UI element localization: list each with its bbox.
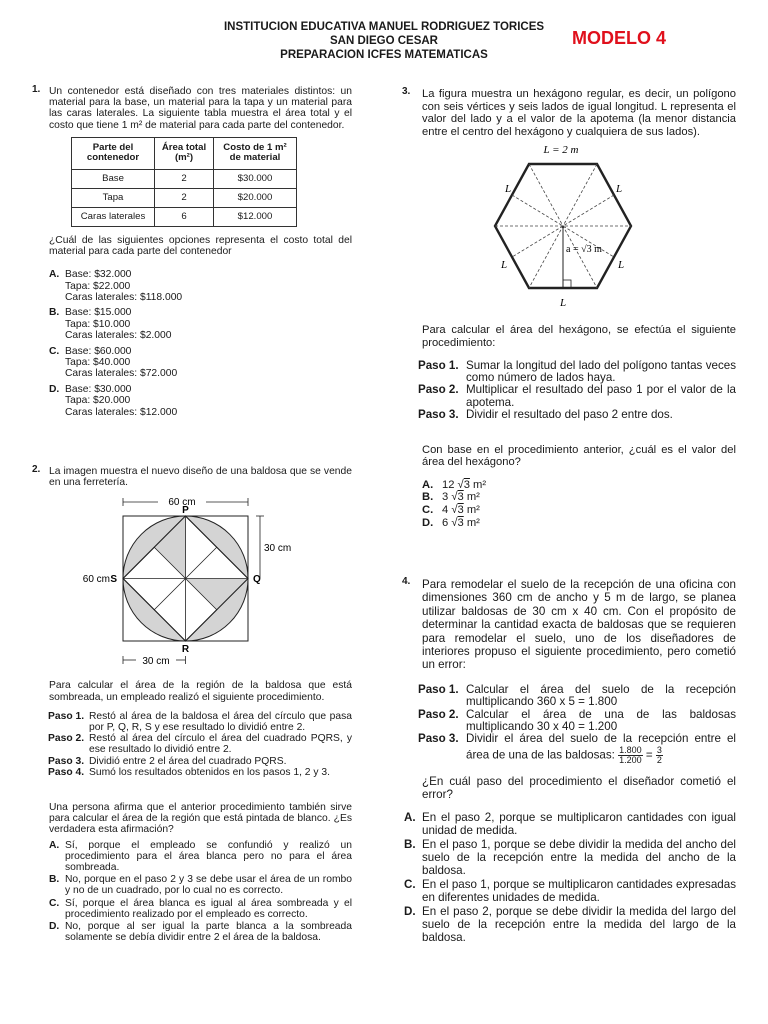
table-header-row <box>72 137 297 169</box>
option-line: Caras laterales: $12.000 <box>65 406 178 418</box>
dimension-top: 60 cm <box>168 497 196 509</box>
fraction <box>618 746 643 765</box>
option-text: En el paso 1, porque se debe dividir la medida del ancho del suelo de la recepción entre la medida del ancho de la baldosa. <box>422 837 736 877</box>
step-label: Paso 2. <box>48 733 85 745</box>
option-a[interactable] <box>422 479 736 492</box>
option-coef: 12 <box>442 478 455 491</box>
question-2 <box>34 466 352 944</box>
option-b[interactable] <box>404 838 736 877</box>
step-2 <box>48 733 352 755</box>
procedure-intro: Para calcular el área del hexágono, se efectúa el siguiente procedimiento: <box>422 324 736 349</box>
options-list <box>404 811 736 944</box>
option-line: Tapa: $20.000 <box>65 395 131 407</box>
option-coef: 6 <box>442 516 449 529</box>
option-line: Tapa: $22.000 <box>65 280 131 292</box>
step-label: Paso 1. <box>418 358 459 372</box>
option-a[interactable] <box>49 840 352 874</box>
side-label: L <box>618 259 625 272</box>
option-text: No, porque en el paso 2 y 3 se debe usar el área de un rombo y no de un cuadrado, por lo cual no es correcto. <box>65 874 352 897</box>
option-value: 6 √3 m² <box>442 516 480 529</box>
option-text: No, porque al ser igual la parte blanca a la sombreada solamente se debía dividir entre 2 el área de la baldosa. <box>65 921 352 944</box>
question-intro: La figura muestra un hexágono regular, es decir, un polígono con seis vértices y seis lados de igual longitud. L representa el valor del lado y a el valor de la apotema (la menor distancia entre el centro del hexágono y cualquiera de sus lados). <box>422 88 736 138</box>
option-label: A. <box>404 810 416 824</box>
table-row <box>72 188 297 207</box>
step-3 <box>48 756 352 767</box>
option-label: C. <box>49 897 60 909</box>
step-1 <box>418 684 736 709</box>
option-c[interactable] <box>422 504 736 517</box>
side-label: L <box>501 259 508 272</box>
city: SAN DIEGO CESAR <box>330 35 438 47</box>
step-2 <box>418 709 736 734</box>
question-prompt: ¿En cuál paso del procedimiento el diseñador cometió el error? <box>422 774 736 801</box>
tile-figure <box>34 494 334 676</box>
step-label: Paso 3. <box>48 755 85 767</box>
table-header: Parte del contenedor <box>72 137 155 169</box>
vertex-p: P <box>182 505 189 517</box>
option-label: D. <box>422 516 434 529</box>
step-3: Paso 3. Dividir el área del suelo de la recepción entre el área de una de las baldosas: $\frac{1.800}{1.200}$ = $\frac{3}{2}$ <box>418 732 736 765</box>
question-intro: Un contenedor está diseñado con tres materiales distintos: un material para la base, un material para la tapa y un material para las caras laterales. La siguiente tabla muestra el área total y el costo que tiene 1 m² de material para cada parte del contenedor. <box>49 86 352 131</box>
procedure-steps <box>48 711 352 778</box>
option-value: 4 √3 m² <box>442 503 480 516</box>
option-value: 12 √3 m² <box>442 478 487 491</box>
table-cell: Caras laterales <box>72 207 155 226</box>
option-line: Base: $32.000 <box>65 269 132 281</box>
fraction-numerator: 1.800 <box>619 744 642 755</box>
option-c[interactable] <box>404 878 736 904</box>
option-label: C. <box>49 345 60 357</box>
question-3 <box>404 88 736 529</box>
hexagon-figure <box>404 142 736 318</box>
option-line: Caras laterales: $118.000 <box>65 292 183 304</box>
step-text: Multiplicar el resultado del paso 1 por el valor de la apotema. <box>466 383 736 409</box>
step-label: Paso 3. <box>418 732 459 746</box>
table-row <box>72 169 297 188</box>
option-unit: m² <box>466 503 480 516</box>
question-prompt: Con base en el procedimiento anterior, ¿cuál es el valor del área del hexágono? <box>422 443 736 469</box>
fraction-denominator: 2 <box>656 754 662 765</box>
question-number: 1. <box>32 84 41 95</box>
step-text: Dividió entre 2 el área del cuadrado PQRS. <box>89 755 287 767</box>
fraction-numerator: 3 <box>656 744 662 755</box>
cost-table <box>71 137 297 227</box>
step-label: Paso 1. <box>418 682 459 696</box>
fraction-simplified <box>656 746 663 765</box>
procedure-steps <box>418 360 736 422</box>
school-name: INSTITUCION EDUCATIVA MANUEL RODRIGUEZ TORICES <box>223 21 545 33</box>
question-intro: La imagen muestra el nuevo diseño de una baldosa que se vende en una ferretería. <box>49 466 352 489</box>
option-text: En el paso 1, porque se multiplicaron cantidades expresadas en diferentes unidades de medida. <box>422 877 736 904</box>
fraction-denominator: 1.200 <box>619 754 642 765</box>
dimension-left: 60 cm <box>82 574 110 586</box>
step-1 <box>418 360 736 385</box>
step-label: Paso 2. <box>418 383 459 397</box>
table-cell: $20.000 <box>214 188 297 207</box>
option-label: D. <box>49 383 60 395</box>
model-label: MODELO 4 <box>572 28 667 48</box>
option-line: Tapa: $10.000 <box>65 318 131 330</box>
option-label: D. <box>49 921 60 933</box>
option-value: 3 √3 m² <box>442 491 480 504</box>
option-c[interactable] <box>49 898 352 920</box>
step-label: Paso 1. <box>48 710 85 722</box>
options-list <box>49 269 352 418</box>
option-label: A. <box>422 478 434 491</box>
question-number: 4. <box>402 576 411 587</box>
step-text: Dividir el área del suelo de la recepción entre el área de una de las baldosas: <box>466 732 736 762</box>
option-line: Base: $30.000 <box>65 383 132 395</box>
option-c[interactable] <box>49 346 352 380</box>
step-text: Calcular el área de una de las baldosas multiplicando 30 x 40 = 1.200 <box>466 707 736 734</box>
table-cell: $12.000 <box>214 207 297 226</box>
table-cell: $30.000 <box>214 169 297 188</box>
apothem-label: a = √3 m <box>566 244 602 256</box>
option-b[interactable] <box>422 491 736 504</box>
option-line: Base: $60.000 <box>65 345 132 357</box>
step-2 <box>418 384 736 409</box>
option-text: Sí, porque el empleado se confundió y realizó un procedimiento para el área blanca pero no para el área sombreada. <box>65 839 352 874</box>
step-label: Paso 2. <box>418 707 459 721</box>
step-label: Paso 4. <box>48 766 85 778</box>
step-3 <box>418 409 736 421</box>
option-unit: m² <box>466 516 480 529</box>
options-list <box>49 840 352 944</box>
question-prompt: ¿Cuál de las siguientes opciones representa el costo total del material para cada parte del contenedor <box>49 234 352 258</box>
option-a[interactable] <box>404 811 736 837</box>
table-cell: 2 <box>155 169 214 188</box>
step-text: Restó al área de la baldosa el área del círculo que pasa por P, Q, R, S y ese resultado lo dividió entre 2. <box>89 710 352 734</box>
side-label: L <box>616 183 623 196</box>
option-line: Base: $15.000 <box>65 307 132 319</box>
option-d[interactable] <box>404 905 736 944</box>
step-text: Dividir el resultado del paso 2 entre dos. <box>466 408 673 422</box>
table-cell: Tapa <box>72 188 155 207</box>
option-label: C. <box>404 877 416 891</box>
vertex-s: S <box>110 574 117 586</box>
step-text: Sumar la longitud del lado del polígono tantas veces como número de lados haya. <box>466 358 736 384</box>
table-cell: 2 <box>155 188 214 207</box>
option-line: Caras laterales: $72.000 <box>65 368 178 380</box>
side-label: L <box>560 297 567 310</box>
question-number: 3. <box>402 86 411 97</box>
option-text: En el paso 2, porque se multiplicaron cantidades con igual unidad de medida. <box>422 810 736 837</box>
option-label: B. <box>49 307 60 319</box>
table-header: Área total (m²) <box>155 137 214 169</box>
table-row <box>72 207 297 226</box>
option-d[interactable] <box>49 921 352 943</box>
option-d[interactable] <box>422 517 736 530</box>
option-label: A. <box>49 269 60 281</box>
option-unit: m² <box>473 478 487 491</box>
step-4 <box>48 767 352 778</box>
question-prompt: Una persona afirma que el anterior procedimiento también sirve para calcular el área de la región que está pintada de blanco. ¿Es verdadera esta afirmación? <box>49 802 352 836</box>
option-coef: 3 <box>442 491 449 504</box>
dimension-bottom: 30 cm <box>142 656 170 668</box>
question-1 <box>34 86 352 422</box>
step-text: Calcular el área del suelo de la recepción multiplicando 360 x 5 = 1.800 <box>466 682 736 709</box>
side-length-label: L = 2 m <box>543 144 579 157</box>
step-label: Paso 3. <box>418 408 459 422</box>
dimension-right: 30 cm <box>264 543 292 555</box>
vertex-q: Q <box>253 574 261 586</box>
option-text: Sí, porque el área blanca es igual al área sombreada y el procedimiento realizado por el empleado es correcto. <box>65 897 352 920</box>
option-b[interactable] <box>49 874 352 896</box>
options-list <box>422 479 736 529</box>
option-b[interactable] <box>49 307 352 341</box>
side-label: L <box>505 183 512 196</box>
vertex-r: R <box>181 644 190 656</box>
option-coef: 4 <box>442 503 449 516</box>
procedure-intro: Para calcular el área de la región de la baldosa que está sombreada, un empleado realizó el siguiente procedimiento. <box>49 680 352 703</box>
option-line: Caras laterales: $2.000 <box>65 330 172 342</box>
table-cell: Base <box>72 169 155 188</box>
option-unit: m² <box>466 491 480 504</box>
question-4 <box>404 578 736 945</box>
question-intro: Para remodelar el suelo de la recepción de una oficina con dimensiones 360 cm de ancho y 5 m de largo, se planea utilizar baldosas de 30 cm x 40 cm. Con el propósito de determinar la cantidad exacta de baldosas que se requieren para remodelar el suelo, uno de los diseñadores de interiores propuso el siguiente procedimiento, pero cometió un error: <box>422 578 736 672</box>
option-label: C. <box>422 503 434 516</box>
subject: PREPARACION ICFES MATEMATICAS <box>280 49 488 61</box>
option-label: D. <box>404 904 416 918</box>
step-text: Sumó los resultados obtenidos en los pasos 1, 2 y 3. <box>89 766 330 778</box>
question-number: 2. <box>32 464 41 475</box>
table-header: Costo de 1 m² de material <box>214 137 297 169</box>
option-label: A. <box>49 839 60 851</box>
option-label: B. <box>49 874 60 886</box>
step-1 <box>48 711 352 733</box>
step-text: Restó al área del círculo el área del cuadrado PQRS, y ese resultado lo dividió entre 2. <box>89 733 352 756</box>
option-label: B. <box>422 491 434 504</box>
option-label: B. <box>404 837 416 851</box>
option-text: En el paso 2, porque se debe dividir la medida del largo del suelo de la recepción entre la medida del largo de la baldosa. <box>422 904 736 944</box>
option-a[interactable] <box>49 269 352 303</box>
option-d[interactable] <box>49 384 352 418</box>
table-cell: 6 <box>155 207 214 226</box>
procedure-steps <box>418 684 736 765</box>
option-line: Tapa: $40.000 <box>65 357 131 369</box>
